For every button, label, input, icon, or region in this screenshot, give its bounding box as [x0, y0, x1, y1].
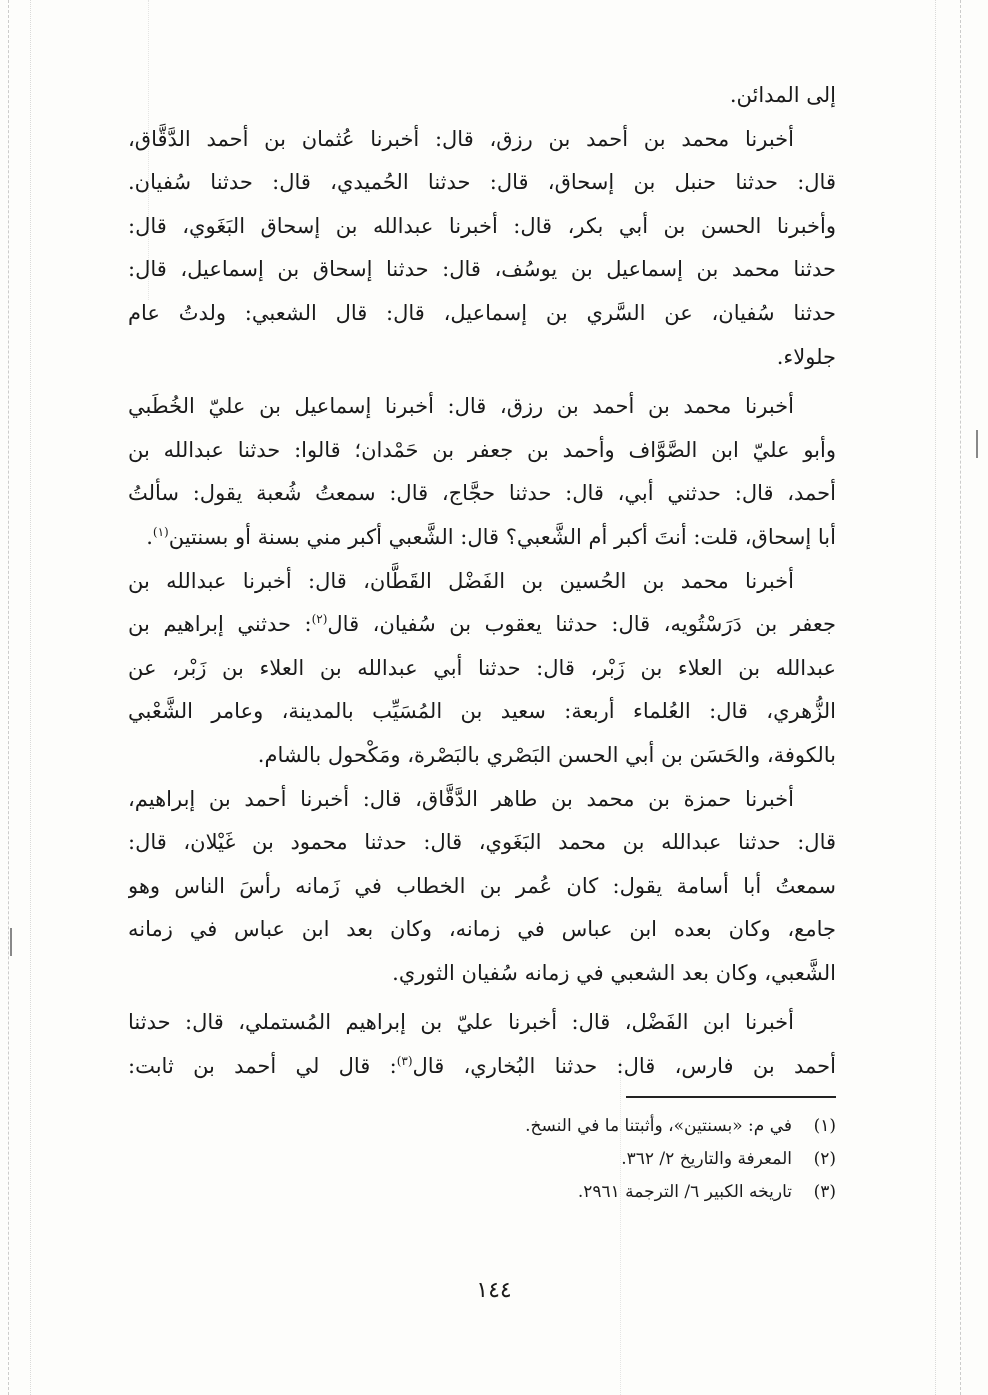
text-line: جلولاء. [776, 344, 836, 369]
text-line [128, 1045, 836, 1089]
text-line-segment: أبا إسحاق، قلت: أنتَ أكبر أم الشَّعبي؟ قال: الشَّعبي أكبر مني بسنة أو بسنتين [168, 524, 836, 549]
text-line: الشَّعبي، وكان بعد الشعبي في زمانه سُفيان الثوري. [392, 960, 836, 985]
text-line-segment: جعفر بن دَرَسْتُويه، قال: حدثنا يعقوب بن سُفيان، قال [327, 612, 836, 637]
footnote-number: (١) [813, 1116, 836, 1136]
footnote-marker: (٢) [311, 612, 328, 627]
text-line: أخبرنا ابن الفَضْل، قال: أخبرنا عليّ بن إبراهيم المُستملي، قال: حدثنا [128, 1010, 794, 1035]
footnotes [300, 1110, 836, 1209]
main-text [128, 74, 836, 1089]
text-line: سمعتُ أبا أسامة يقول: كان عُمر بن الخطاب في زَمانه رأسَ الناس وهو [128, 873, 836, 898]
text-line-segment: أحمد بن فارس، قال: حدثنا البُخاري، قال [412, 1054, 836, 1079]
footnote-text: في م: «بسنتين»، وأثبتنا ما في النسخ. [525, 1116, 792, 1136]
paragraph-3 [128, 560, 836, 778]
text-line: عبدالله بن العلاء بن زَبْر، قال: حدثنا أبي عبدالله بن العلاء بن زَبْر، عن [128, 655, 836, 680]
scan-artifact-line [30, 0, 31, 1395]
text-line: الزُّهري، قال: العُلماء أربعة: سعيد بن المُسَيِّب بالمدينة، وعامر الشَّعْبي [128, 699, 836, 724]
footnote-item [300, 1176, 836, 1209]
scan-artifact-mark [10, 928, 12, 956]
text-line: إلى المدائن. [729, 83, 836, 107]
text-line: قال: حدثنا عبدالله بن محمد البَغَوي، قال: حدثنا محمود بن غَيْلان، قال: [128, 830, 836, 855]
text-line: جامع، وكان بعده ابن عباس في زمانه، وكان بعد ابن عباس في زمانه [128, 917, 836, 942]
text-line-segment: : قال لي أحمد بن ثابت: [128, 1054, 397, 1079]
footnote-marker: (٣) [396, 1054, 413, 1069]
text-line: حدثنا محمد بن إسماعيل بن يوسُف، قال: حدثنا إسحاق بن إسماعيل، قال: [128, 257, 836, 282]
footnote-separator [626, 1096, 836, 1098]
footnote-text: تاريخه الكبير ٦/ الترجمة ٢٩٦١. [577, 1182, 792, 1202]
text-line: أخبرنا حمزة بن محمد بن طاهر الدَّقَّاق، قال: أخبرنا أحمد بن إبراهيم، [128, 786, 794, 811]
text-line: قال: حدثنا حنبل بن إسحاق، قال: حدثنا الحُميدي، قال: حدثنا سُفيان. [128, 170, 836, 195]
footnote-number: (٢) [813, 1149, 836, 1169]
text-line: أحمد، قال: حدثني أبي، قال: حدثنا حجَّاج، قال: سمعتُ شُعبة يقول: سألتُ [128, 481, 836, 506]
text-line: بالكوفة، والحَسَن بن أبي الحسن البَصْري بالبَصْرة، ومَكْحول بالشام. [257, 742, 836, 767]
paragraph-2 [128, 385, 836, 559]
text-line: وأبو عليّ ابن الصَّوَّاف وأحمد بن جعفر بن حَمْدان؛ قالوا: حدثنا عبدالله بن [128, 437, 836, 462]
text-line: وأخبرنا الحسن بن أبي بكر، قال: أخبرنا عبدالله بن إسحاق البَغَوي، قال: [128, 213, 836, 238]
footnote-number: (٣) [813, 1182, 836, 1202]
text-line: أبا إسحاق، قلت: أنتَ أكبر أم الشَّعبي؟ قال: الشَّعبي أكبر مني بسنة أو بسنتين$^{(١)}$. [146, 524, 836, 549]
text-line: أخبرنا محمد بن الحُسين بن الفَضْل القَطَّان، قال: أخبرنا عبدالله بن [128, 568, 794, 593]
scan-artifact-mark [976, 430, 978, 458]
paragraph-1 [128, 118, 836, 380]
text-line: أخبرنا محمد بن أحمد بن رزق، قال: أخبرنا إسماعيل بن عليّ الخُطَبي [128, 394, 794, 419]
scan-artifact-line [960, 0, 961, 1395]
footnote-marker: (١) [152, 524, 169, 539]
scan-artifact-line [8, 0, 9, 1395]
footnote-item [300, 1110, 836, 1143]
paragraph-4 [128, 778, 836, 996]
footnote-item [300, 1143, 836, 1176]
text-line: أخبرنا محمد بن أحمد بن رزق، قال: أخبرنا عُثمان بن أحمد الدَّقَّاق، [128, 126, 794, 151]
paragraph-5 [128, 1001, 836, 1088]
text-line: حدثنا سُفيان، عن السَّري بن إسماعيل، قال: قال الشعبي: ولدتُ عام [128, 300, 836, 325]
scan-artifact-line [935, 0, 936, 1395]
text-line-segment: : حدثني إبراهيم بن [128, 612, 312, 637]
page-number: ١٤٤ [476, 1278, 512, 1303]
paragraph-continuation [128, 74, 836, 118]
text-line [128, 603, 836, 647]
footnote-text: المعرفة والتاريخ ٢/ ٣٦٢. [621, 1149, 792, 1169]
